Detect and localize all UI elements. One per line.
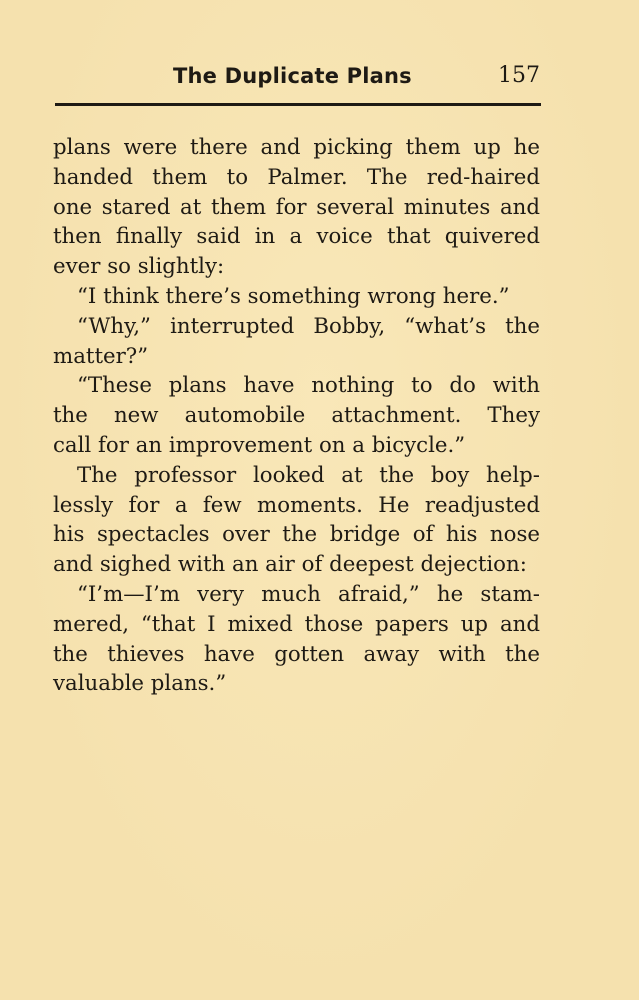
text-line: the new automobile attachment. They [53, 403, 540, 429]
page-header [55, 62, 540, 98]
text-line: “Why,” interrupted Bobby, “what’s the [77, 313, 540, 339]
text-line: handed them to Palmer. The red-haired [53, 164, 540, 190]
text-line: “I’m—I’m very much afraid,” he stam- [77, 581, 540, 607]
text-line: valuable plans.” [53, 671, 227, 697]
text-line: and sighed with an air of deepest dejection: [53, 552, 527, 578]
text-line: plans were there and picking them up he [53, 135, 540, 160]
text-line: the thieves have gotten away with the [53, 641, 540, 667]
text-line: “These plans have nothing to do with [77, 373, 540, 399]
running-title: The Duplicate Plans [173, 64, 412, 88]
text-line: matter?” [53, 343, 149, 369]
page-number: 157 [498, 63, 540, 88]
body-text [53, 133, 540, 699]
text-line: “I think there’s something wrong here.” [77, 283, 510, 309]
text-line: then finally said in a voice that quivered [53, 224, 540, 250]
text-line: ever so slightly: [53, 254, 225, 280]
text-line: his spectacles over the bridge of his nose [53, 522, 540, 548]
text-line: call for an improvement on a bicycle.” [53, 432, 466, 458]
text-line: one stared at them for several minutes and [53, 194, 540, 220]
text-line: The professor looked at the boy help- [77, 462, 540, 488]
text-line: mered, “that I mixed those papers up and [53, 611, 540, 637]
text-line: lessly for a few moments. He readjusted [53, 492, 540, 518]
header-rule [55, 103, 541, 106]
